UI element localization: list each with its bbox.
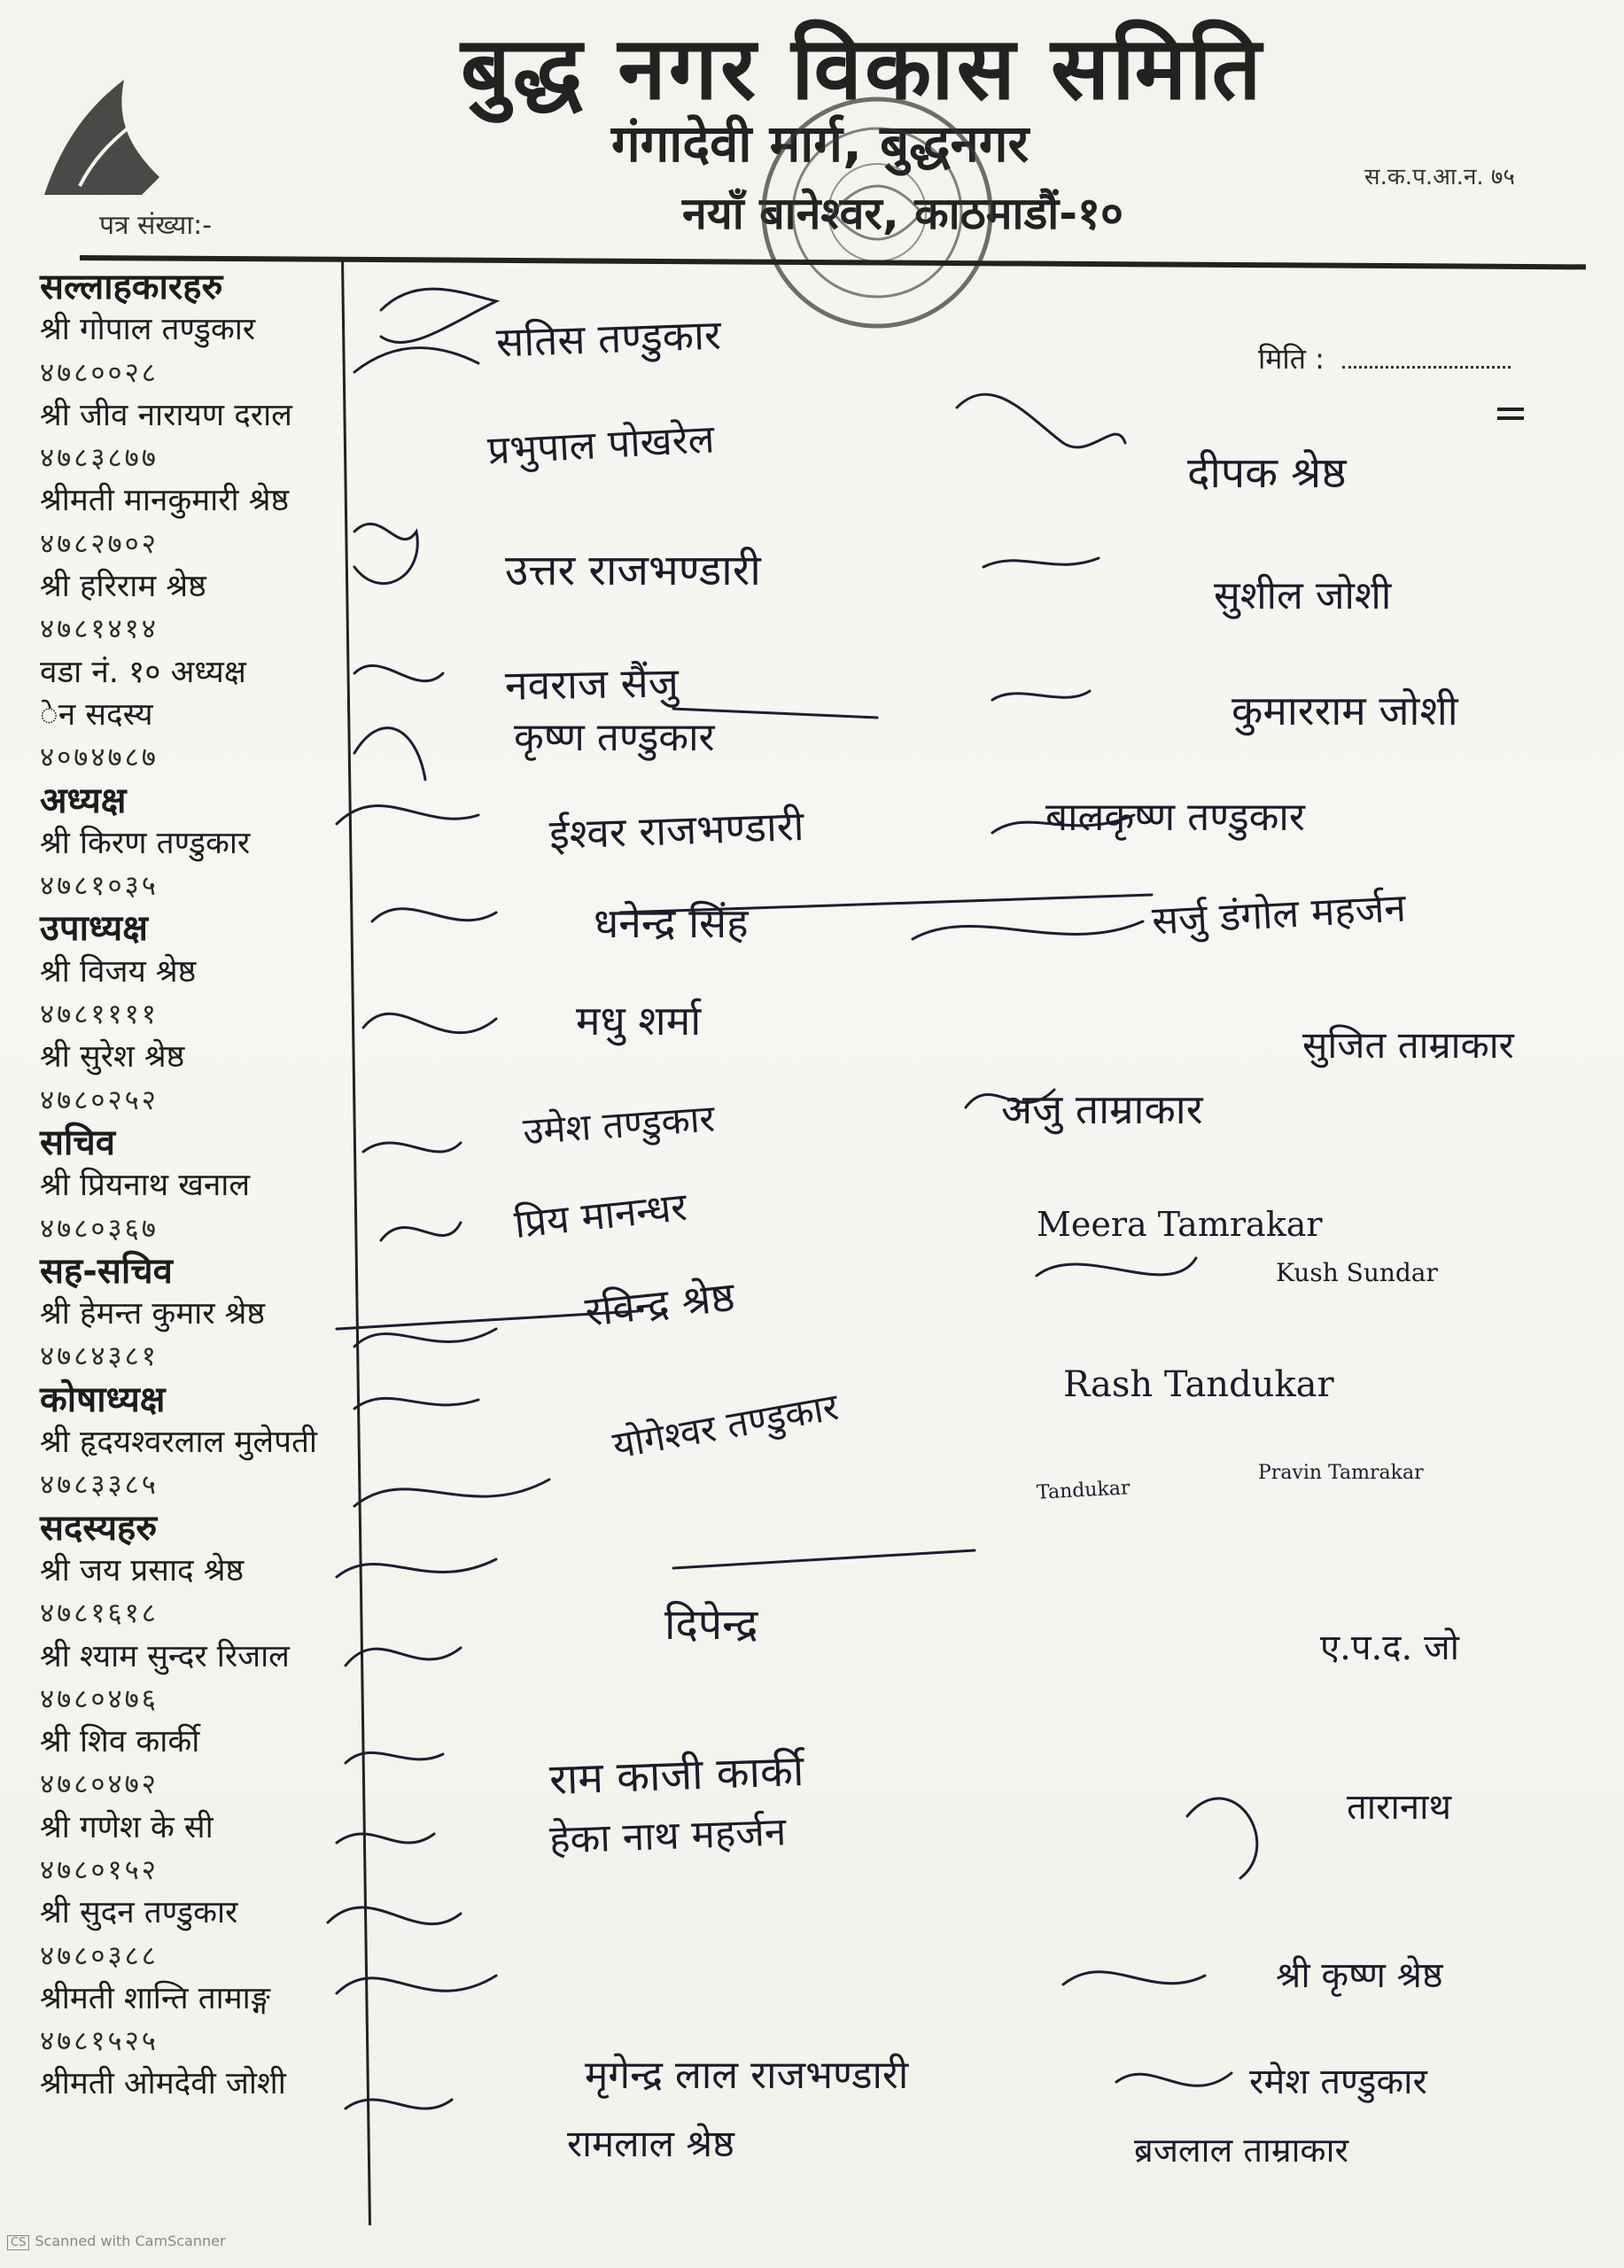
signature-stroke <box>346 1648 461 1666</box>
member-name: ेन सदस्य <box>40 696 153 733</box>
signature-stroke <box>337 1834 434 1843</box>
handwritten-name: उमेश तण्डुकार <box>521 1096 717 1153</box>
member-name: श्रीमती मानकुमारी श्रेष्ठ <box>40 483 290 519</box>
section-heading: सदस्यहरु <box>40 1507 158 1549</box>
phone-number: ४०७४७८७ <box>40 742 159 774</box>
member-name: श्री सुदन तण्डुकार <box>40 1895 238 1931</box>
signature-stroke <box>1187 1798 1257 1878</box>
member-name: श्री गणेश के सी <box>40 1809 214 1845</box>
handwritten-name: हेका नाथ महर्जन <box>548 1809 788 1863</box>
handwritten-name: मृगेन्द्र लाल राजभण्डारी <box>585 2053 909 2098</box>
member-name: श्री शिव कार्की <box>40 1724 200 1760</box>
reference-label: पत्र संख्या:- <box>99 210 213 241</box>
handwritten-name: रविन्द्र श्रेष्ठ <box>582 1272 737 1336</box>
handwritten-name: Meera Tamrakar <box>1037 1205 1323 1244</box>
organization-address: गंगादेवी मार्ग, बुद्धनगर <box>611 113 1030 174</box>
handwritten-name: अजु ताम्राकार <box>1001 1085 1203 1133</box>
member-name: श्री हेमन्त कुमार श्रेष्ठ <box>40 1296 266 1332</box>
member-name: श्री विजय श्रेष्ठ <box>40 953 197 990</box>
signature-stroke <box>1037 1258 1196 1276</box>
signature-stroke <box>354 665 443 680</box>
signature-stroke <box>337 1559 496 1577</box>
signature-stroke <box>673 1550 975 1568</box>
signature-stroke <box>363 1014 496 1032</box>
member-name: श्रीमती ओमदेवी जोशी <box>40 2066 286 2102</box>
signature-stroke <box>992 691 1090 700</box>
signature-stroke <box>354 524 417 583</box>
phone-number: ४७८३३८५ <box>40 1469 159 1502</box>
signature-stroke <box>983 558 1099 567</box>
phone-number: ४७८३८७७ <box>40 442 159 475</box>
handwritten-name: उत्तर राजभण्डारी <box>505 546 761 595</box>
section-heading: सल्लाहकारहरु <box>40 267 223 307</box>
phone-number: ४७८१६१८ <box>40 1597 159 1630</box>
handwritten-name: सुशील जोशी <box>1214 573 1392 618</box>
handwritten-name: प्रिय मानन्धर <box>512 1184 689 1248</box>
date-label: मिति : <box>1258 342 1325 376</box>
signature-stroke <box>381 289 496 342</box>
handwritten-name: योगेश्वर तण्डुकार <box>609 1385 842 1467</box>
scanner-watermark <box>7 2233 226 2250</box>
handwritten-name: ब्रजलाल ताम्राकार <box>1134 2131 1348 2170</box>
signature-stroke <box>363 1143 461 1152</box>
signature-stroke <box>354 1480 549 1506</box>
handwritten-name: ईश्वर राजभण्डारी <box>548 801 805 858</box>
phone-number: ४७८१५२५ <box>40 2025 159 2058</box>
member-name: श्री हरिराम श्रेष्ठ <box>40 569 206 605</box>
registration-number: स.क.प.आ.न. ७५ <box>1364 164 1515 190</box>
handwritten-name: मधु शर्मा <box>576 997 702 1045</box>
camscanner-badge: CS <box>7 2235 29 2250</box>
signature-stroke <box>328 1907 461 1924</box>
handwritten-name: तारानाथ <box>1347 1787 1451 1828</box>
section-heading: कोषाध्यक्ष <box>40 1379 166 1420</box>
handwritten-name: नवराज सैंजु <box>504 658 680 710</box>
handwritten-name: राम काजी कार्की <box>548 1746 805 1805</box>
section-heading: सचिव <box>40 1122 116 1163</box>
signature-stroke <box>337 1976 496 1993</box>
member-name: श्री जीव नारायण दराल <box>40 397 292 433</box>
member-name: श्रीमती शान्ति तामाङ्ग <box>40 1980 270 2016</box>
handwritten-name: धनेन्द्र सिंह <box>594 899 749 947</box>
handwritten-name: रामलाल श्रेष्ठ <box>567 2122 734 2165</box>
phone-number: ४७८०२५२ <box>40 1084 159 1116</box>
handwritten-name: बालकृष्ण तण्डुकार <box>1045 795 1305 840</box>
member-name: श्री प्रियनाथ खनाल <box>40 1168 251 1204</box>
section-heading: अध्यक्ष <box>40 780 127 821</box>
member-name: श्री किरण तण्डुकार <box>40 825 251 861</box>
scanner-text: Scanned with CamScanner <box>35 2233 226 2249</box>
handwritten-name: ए.प.द. जो <box>1320 1627 1459 1668</box>
signature-stroke <box>372 909 496 921</box>
organization-city: नयाँ बानेश्वर, काठमाडौं-१० <box>682 188 1123 239</box>
phone-number: ४७८०४७६ <box>40 1682 159 1715</box>
phone-number: ४७८०३८८ <box>40 1939 159 1972</box>
phone-number: ४७८१४१४ <box>40 613 159 646</box>
signature-stroke <box>957 394 1125 447</box>
handwritten-name: Kush Sundar <box>1276 1258 1438 1287</box>
handwritten-name: सर्जु डंगोल महर्जन <box>1150 885 1407 944</box>
phone-number: ४७८१०३५ <box>40 870 159 903</box>
phone-number: ४७८२७०२ <box>40 527 159 560</box>
handwritten-name: दिपेन्द्र <box>664 1600 758 1650</box>
handwritten-name: सुजित ताम्राकार <box>1302 1023 1514 1067</box>
handwritten-name: Pravin Tamrakar <box>1258 1462 1424 1484</box>
section-heading: उपाध्यक्ष <box>40 908 148 950</box>
signature-stroke <box>381 1223 461 1240</box>
signature-stroke <box>354 1329 496 1347</box>
signature-stroke <box>913 921 1143 939</box>
handwritten-name: दीपक श्रेष्ठ <box>1187 448 1347 498</box>
signature-stroke <box>337 806 478 824</box>
organization-name: बुद्ध नगर विकास समिति <box>461 19 1264 120</box>
handwritten-name: प्रभुपाल पोखरेल <box>486 416 716 474</box>
member-name: श्री हृदयश्वरलाल मुलेपती <box>40 1425 317 1461</box>
handwritten-name: Rash Tandukar <box>1063 1364 1334 1405</box>
phone-number: ४७८०३६७ <box>40 1212 159 1245</box>
handwritten-name: Tandukar <box>1036 1477 1131 1504</box>
signature-stroke <box>1063 1972 1205 1984</box>
signature-stroke <box>1116 2073 1232 2085</box>
phone-number: ४७८०४७२ <box>40 1768 159 1801</box>
phone-number: ४७८४३८१ <box>40 1340 159 1373</box>
member-name: वडा नं. १० अध्यक्ष <box>40 654 246 690</box>
section-heading: सह-सचिव <box>40 1250 173 1292</box>
phone-number: ४७८०१५२ <box>40 1853 159 1886</box>
signature-stroke <box>346 2100 452 2109</box>
member-name: श्री श्याम सुन्दर रिजाल <box>40 1638 290 1674</box>
handwritten-name: कृष्ण तण्डुकार <box>514 715 715 760</box>
signature-stroke <box>354 728 425 780</box>
signature-stroke <box>346 1752 443 1763</box>
handwritten-name: कुमारराम जोशी <box>1232 687 1458 734</box>
handwritten-name: सतिस तण्डुकार <box>495 310 722 367</box>
member-name: श्री गोपाल तण्डुकार <box>40 312 256 348</box>
phone-number: ४७८११११ <box>40 998 159 1031</box>
phone-number: ४७८००२८ <box>40 356 159 389</box>
signature-stroke <box>354 1398 478 1409</box>
handwritten-name: श्री कृष्ण श्रेष्ठ <box>1276 1955 1443 1996</box>
signature-stroke <box>354 348 478 373</box>
member-name: श्री सुरेश श्रेष्ठ <box>40 1039 185 1076</box>
handwritten-name: रमेश तण्डुकार <box>1249 2062 1427 2102</box>
member-name: श्री जय प्रसाद श्रेष्ठ <box>40 1552 245 1588</box>
